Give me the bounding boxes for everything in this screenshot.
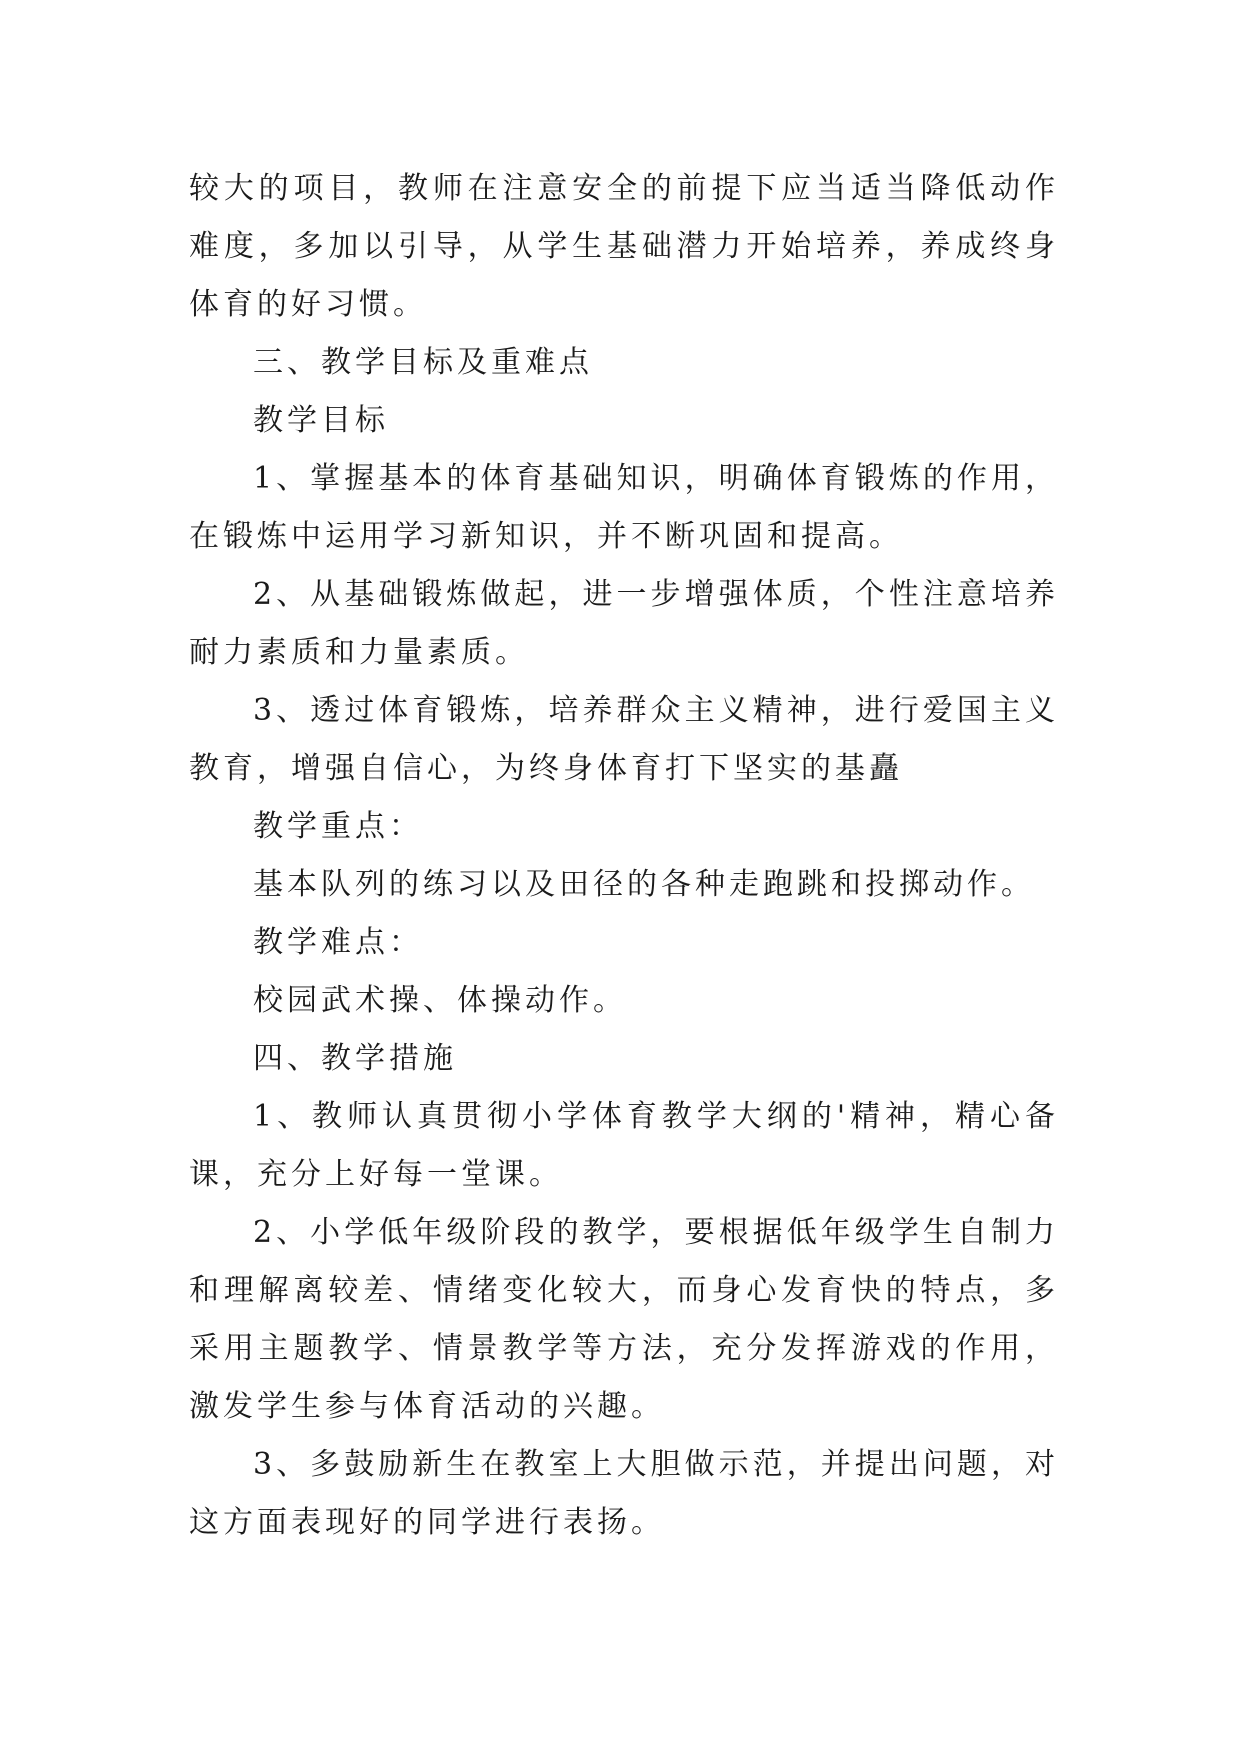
paragraph: 1、教师认真贯彻小学体育教学大纲的'精神，精心备课，充分上好每一堂课。 [189,1099,1059,1192]
subheading: 教学重点： [253,809,423,844]
paragraph: 1、掌握基本的体育基础知识，明确体育锻炼的作用，在锻炼中运用学习新知识，并不断巩固和提高。 [189,461,1059,554]
subheading: 教学目标 [253,403,389,438]
paragraph: 2、从基础锻炼做起，进一步增强体质，个性注意培养耐力素质和力量素质。 [189,577,1059,670]
paragraph: 3、多鼓励新生在教室上大胆做示范，并提出问题，对这方面表现好的同学进行表扬。 [189,1447,1059,1540]
paragraph: 校园武术操、体操动作。 [253,983,627,1018]
paragraph: 基本队列的练习以及田径的各种走跑跳和投掷动作。 [253,867,1035,902]
paragraph: 较大的项目，教师在注意安全的前提下应当适当降低动作难度，多加以引导，从学生基础潜力开始培养，养成终身体育的好习惯。 [189,171,1059,322]
section-heading: 四、教学措施 [253,1041,457,1076]
paragraph: 2、小学低年级阶段的教学，要根据低年级学生自制力和理解离较差、情绪变化较大，而身心发育快的特点，多采用主题教学、情景教学等方法，充分发挥游戏的作用，激发学生参与体育活动的兴趣。 [189,1215,1059,1424]
subheading: 教学难点： [253,925,423,960]
document-body [189,160,1059,1552]
section-heading: 三、教学目标及重难点 [253,345,593,380]
paragraph: 3、透过体育锻炼，培养群众主义精神，进行爱国主义教育，增强自信心，为终身体育打下坚实的基矗 [189,693,1059,786]
